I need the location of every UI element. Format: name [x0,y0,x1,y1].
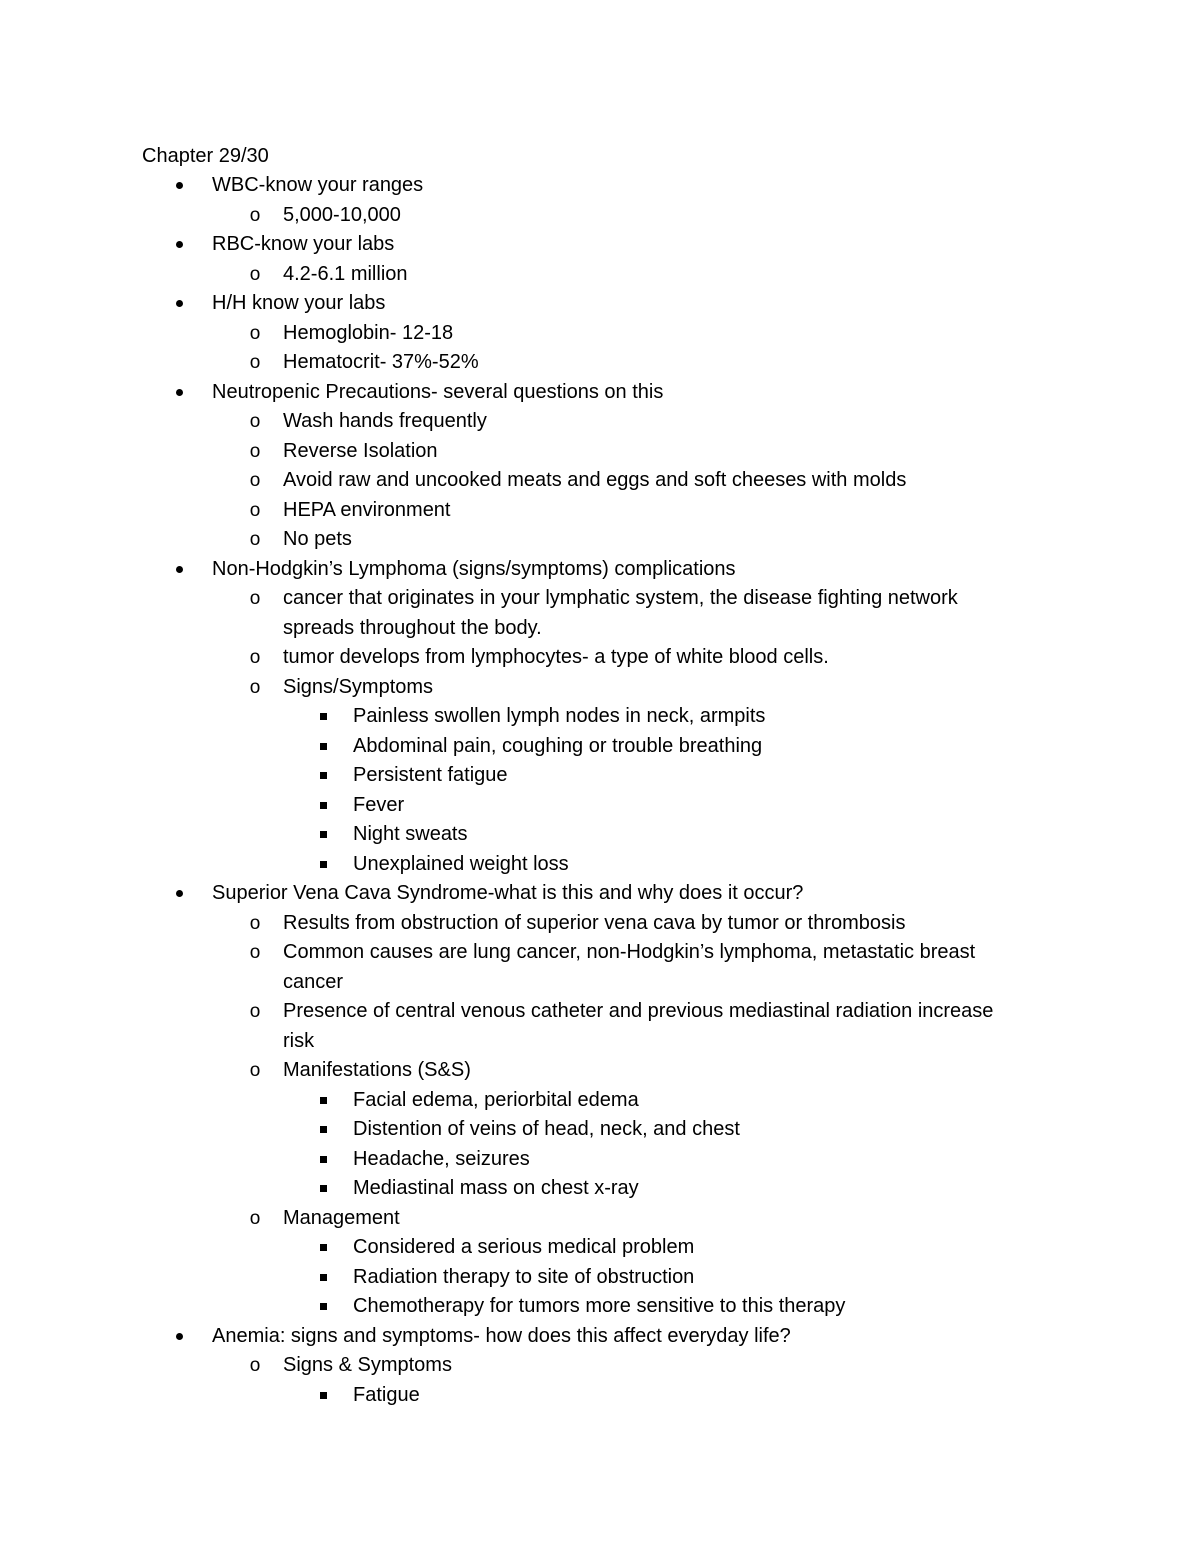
bullet-item-level-3 [0,1233,1200,1263]
bullet-text: RBC-know your labs [212,233,395,255]
bullet-item-level-2 [0,437,1200,467]
bullet-text: Headache, seizures [353,1147,530,1170]
bullet-text: risk [283,1029,315,1052]
bullet-text: Fever [353,793,405,816]
bullet-text: Mediastinal mass on chest x-ray [353,1177,639,1199]
bullet-text: Manifestations (S&S) [283,1059,471,1081]
bullet-text: Chemotherapy for tumors more sensitive to this therapy [353,1295,846,1317]
bullet-item-level-2 [0,1351,1200,1381]
bullet-text: Abdominal pain, coughing or trouble breathing [353,734,763,757]
open-circle-bullet-icon: o [249,529,261,550]
bullet-text: Non-Hodgkin’s Lymphoma (signs/symptoms) complications [212,557,736,580]
open-circle-bullet-icon: o [249,912,261,934]
bullet-text: Considered a serious medical problem [353,1236,695,1258]
open-circle-bullet-icon: o [249,676,261,698]
bullet-item-level-2 [0,584,1200,614]
bullet-item-level-3 [0,1086,1200,1116]
bullet-text: Superior Vena Cava Syndrome-what is this and why does it occur? [212,882,804,904]
bullet-item-level-3 [0,702,1200,732]
bullet-item-level-3 [0,1115,1200,1145]
bullet-item-level-3 [0,732,1200,762]
open-circle-bullet-icon: o [249,588,261,609]
bullet-text: Hemoglobin- 12-18 [283,321,454,344]
bullet-text: Unexplained weight loss [353,852,569,875]
bullet-text: H/H know your labs [212,292,386,314]
bullet-item-level-1 [0,879,1200,909]
bullet-text: Night sweats [353,823,468,845]
open-circle-bullet-icon: o [249,1001,261,1022]
bullet-text: Facial edema, periorbital edema [353,1088,639,1111]
bullet-item-level-3 [0,820,1200,850]
bullet-item-level-1 [0,378,1200,408]
bullet-text: 4.2-6.1 million [283,262,408,285]
bullet-item-level-2 [0,319,1200,349]
bullet-text: spreads throughout the body. [283,616,542,639]
bullet-item-continuation [0,968,1200,998]
bullet-text: Management [283,1206,400,1229]
bullet-item-level-2 [0,643,1200,673]
bullet-text: Radiation therapy to site of obstruction [353,1265,695,1288]
bullet-item-level-2 [0,673,1200,703]
bullet-item-level-1 [0,230,1200,260]
bullet-item-level-3 [0,850,1200,880]
bullet-text: Reverse Isolation [283,439,438,462]
bullet-text: Painless swollen lymph nodes in neck, armpits [353,705,766,727]
bullet-text: Distention of veins of head, neck, and chest [353,1118,740,1140]
open-circle-bullet-icon: o [249,322,261,344]
bullet-item-continuation [0,1027,1200,1057]
bullet-item-level-1 [0,1322,1200,1352]
open-circle-bullet-icon: o [249,942,261,963]
open-circle-bullet-icon: o [249,1355,261,1376]
open-circle-bullet-icon: o [249,1207,261,1229]
bullet-item-level-3 [0,761,1200,791]
bullet-item-level-2 [0,909,1200,939]
bullet-text: WBC-know your ranges [212,174,424,196]
bullet-item-level-2 [0,201,1200,231]
outline-list [0,171,1200,1410]
bullet-item-level-2 [0,997,1200,1027]
bullet-item-level-3 [0,791,1200,821]
bullet-item-level-2 [0,1204,1200,1234]
bullet-text: Signs & Symptoms [283,1354,452,1376]
bullet-item-level-3 [0,1145,1200,1175]
bullet-text: HEPA environment [283,498,451,521]
open-circle-bullet-icon: o [249,499,261,521]
open-circle-bullet-icon: o [249,352,261,373]
bullet-item-level-3 [0,1292,1200,1322]
bullet-item-level-3 [0,1174,1200,1204]
open-circle-bullet-icon: o [249,440,261,462]
open-circle-bullet-icon: o [249,411,261,432]
bullet-item-level-1 [0,171,1200,201]
bullet-item-level-2 [0,466,1200,496]
bullet-text: 5,000-10,000 [283,203,401,226]
bullet-text: cancer [283,970,344,993]
bullet-item-level-2 [0,1056,1200,1086]
bullet-text: No pets [283,528,352,550]
bullet-text: Common causes are lung cancer, non-Hodgkin’s lymphoma, metastatic breast [283,941,976,963]
bullet-item-continuation [0,614,1200,644]
bullet-text: Anemia: signs and symptoms- how does this affect everyday life? [212,1324,791,1347]
bullet-item-level-2 [0,496,1200,526]
page-title: Chapter 29/30 [142,145,269,167]
bullet-text: Avoid raw and uncooked meats and eggs and soft cheeses with molds [283,469,907,491]
bullet-item-level-1 [0,555,1200,585]
bullet-text: Neutropenic Precautions- several questions on this [212,380,664,403]
bullet-text: Hematocrit- 37%-52% [283,351,479,373]
bullet-text: Results from obstruction of superior vena cava by tumor or thrombosis [283,911,906,934]
bullet-text: Persistent fatigue [353,764,508,786]
open-circle-bullet-icon: o [249,263,261,285]
bullet-item-level-2 [0,938,1200,968]
bullet-item-level-2 [0,525,1200,555]
open-circle-bullet-icon: o [249,470,261,491]
bullet-text: tumor develops from lymphocytes- a type of white blood cells. [283,646,829,668]
bullet-text: Fatigue [353,1383,420,1406]
bullet-text: Wash hands frequently [283,410,487,432]
bullet-item-level-2 [0,407,1200,437]
open-circle-bullet-icon: o [249,647,261,668]
bullet-text: cancer that originates in your lymphatic system, the disease fighting network [283,587,958,609]
open-circle-bullet-icon: o [249,1060,261,1081]
bullet-item-level-2 [0,348,1200,378]
bullet-item-level-1 [0,289,1200,319]
bullet-item-level-3 [0,1263,1200,1293]
bullet-item-level-3 [0,1381,1200,1411]
bullet-text: Presence of central venous catheter and previous mediastinal radiation increase [283,1000,994,1022]
bullet-text: Signs/Symptoms [283,675,434,698]
open-circle-bullet-icon: o [249,204,261,226]
bullet-item-level-2 [0,260,1200,290]
